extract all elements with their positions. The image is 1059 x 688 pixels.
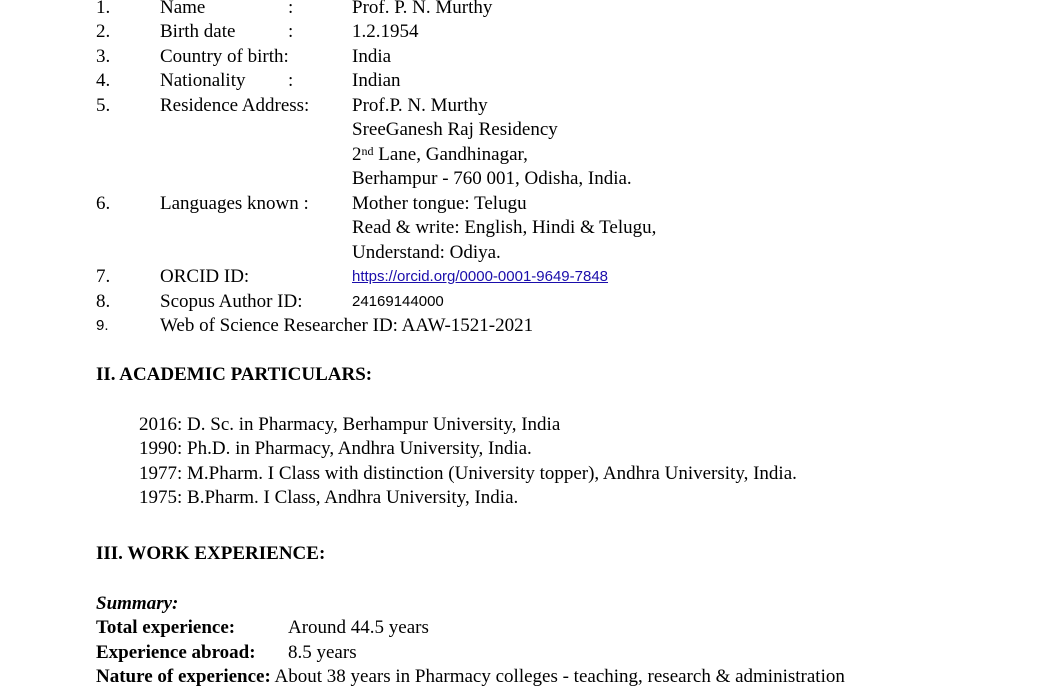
total-experience-row [96, 617, 429, 639]
abroad-experience-value: 8.5 years [288, 642, 357, 663]
row-number: 9. [96, 317, 109, 334]
row-label: Web of Science Researcher ID: AAW-1521-2021 [160, 315, 534, 336]
row-number: 8. [96, 291, 111, 312]
summary-label: Summary: [96, 593, 179, 614]
academic-heading: II. ACADEMIC PARTICULARS: [96, 364, 373, 385]
abroad-experience-row [96, 642, 357, 664]
row-value: Indian [352, 70, 401, 91]
academic-item: 1977: M.Pharm. I Class with distinction (University topper), Andhra University, India. [139, 463, 797, 484]
row-label: Nationality [160, 70, 246, 91]
row-value: Prof. P. N. Murthy [352, 0, 493, 18]
orcid-link[interactable]: https://orcid.org/0000-0001-9649-7848 [352, 268, 609, 285]
academic-item: 2016: D. Sc. in Pharmacy, Berhampur University, India [139, 414, 561, 435]
row-number: 5. [96, 95, 111, 116]
row-number: 1. [96, 0, 111, 18]
row-label: ORCID ID: [160, 266, 250, 287]
row-number: 2. [96, 21, 111, 42]
language-line: Understand: Odiya. [352, 242, 501, 263]
row-colon: : [288, 21, 294, 42]
total-experience-label: Total experience: [96, 617, 236, 638]
row-value: 1.2.1954 [352, 21, 419, 42]
address-line: SreeGanesh Raj Residency [352, 119, 558, 140]
row-label: Country of birth: [160, 46, 289, 67]
row-colon: : [288, 70, 294, 91]
address-lane-text: Lane, Gandhinagar, [373, 144, 528, 165]
scopus-id: 24169144000 [352, 293, 444, 310]
row-label: Scopus Author ID: [160, 291, 303, 312]
nature-experience-label: Nature of experience: [96, 666, 271, 687]
row-label: Name [160, 0, 206, 18]
nature-experience-row [96, 666, 1056, 688]
nature-experience-value: About 38 years in Pharmacy colleges - teaching, research & administration [274, 666, 845, 687]
row-colon: : [288, 0, 294, 18]
row-number: 6. [96, 193, 111, 214]
address-lane-number: 2 [352, 144, 362, 165]
work-heading: III. WORK EXPERIENCE: [96, 543, 326, 564]
address-lane-suffix: nd [361, 144, 374, 158]
row-label: Residence Address: [160, 95, 310, 116]
row-value: India [352, 46, 392, 67]
total-experience-value: Around 44.5 years [288, 617, 429, 638]
row-number: 3. [96, 46, 111, 67]
academic-item: 1990: Ph.D. in Pharmacy, Andhra University, India. [139, 438, 532, 459]
academic-item: 1975: B.Pharm. I Class, Andhra University, India. [139, 487, 519, 508]
row-number: 4. [96, 70, 111, 91]
language-line: Mother tongue: Telugu [352, 193, 527, 214]
row-number: 7. [96, 266, 111, 287]
language-line: Read & write: English, Hindi & Telugu, [352, 217, 657, 238]
address-line: Prof.P. N. Murthy [352, 95, 488, 116]
row-label: Languages known : [160, 193, 309, 214]
address-line [352, 144, 528, 166]
address-line: Berhampur - 760 001, Odisha, India. [352, 168, 632, 189]
abroad-experience-label: Experience abroad: [96, 642, 256, 663]
row-label: Birth date [160, 21, 236, 42]
